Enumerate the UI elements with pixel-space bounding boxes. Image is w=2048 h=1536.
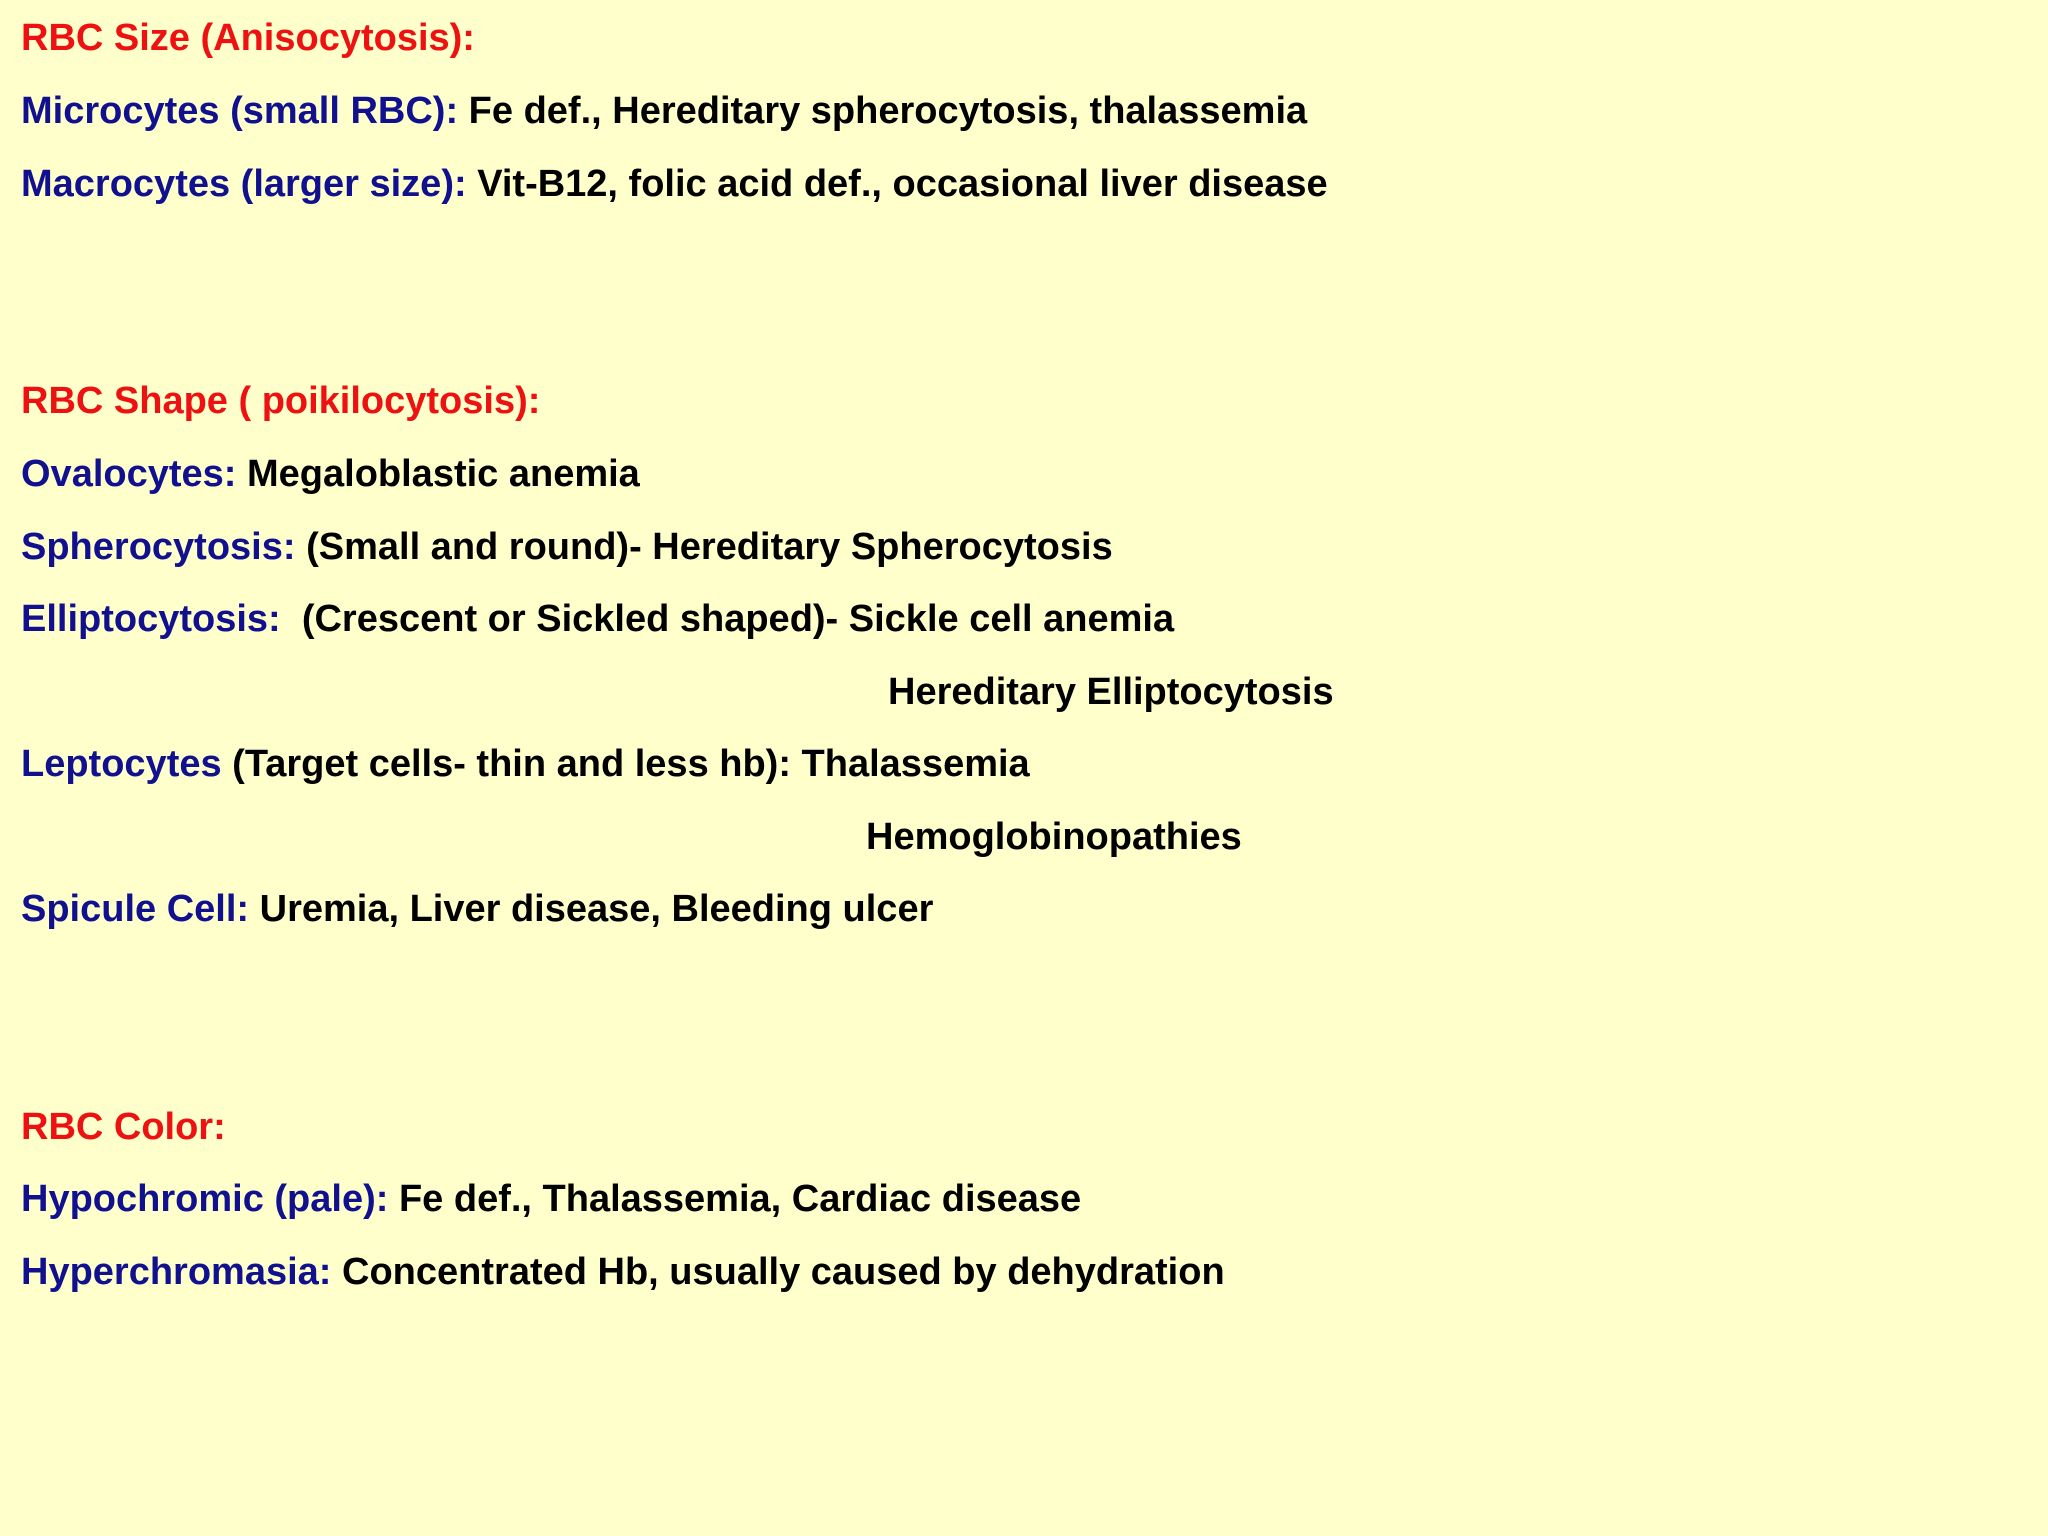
spherocytosis-term: Spherocytosis:	[21, 526, 296, 568]
hyperchromasia-term: Hyperchromasia:	[21, 1251, 332, 1293]
hypochromic-desc: Fe def., Thalassemia, Cardiac disease	[388, 1178, 1082, 1220]
hyperchromasia-entry	[21, 1253, 1225, 1291]
shape-heading: RBC Shape ( poikilocytosis):	[21, 380, 541, 422]
leptocytes-term: Leptocytes	[21, 743, 222, 785]
ovalocytes-term: Ovalocytes:	[21, 453, 237, 495]
microcytes-term: Microcytes (small RBC):	[21, 90, 459, 132]
leptocytes-desc: (Target cells- thin and less hb): Thalassemia	[221, 743, 1030, 785]
leptocytes-continuation: Hemoglobinopathies	[866, 816, 1242, 858]
macrocytes-term: Macrocytes (larger size):	[21, 163, 467, 205]
ovalocytes-entry	[21, 455, 640, 493]
elliptocytosis-desc: (Crescent or Sickled shaped)- Sickle cell anemia	[280, 598, 1175, 640]
ovalocytes-desc: Megaloblastic anemia	[236, 453, 640, 495]
elliptocytosis-continuation: Hereditary Elliptocytosis	[888, 671, 1334, 713]
hypochromic-entry	[21, 1180, 1081, 1218]
elliptocytosis-term: Elliptocytosis:	[21, 598, 281, 640]
microcytes-entry	[21, 92, 1307, 130]
spicule-entry	[21, 890, 933, 928]
spherocytosis-desc: (Small and round)- Hereditary Spherocytosis	[295, 526, 1113, 568]
spicule-term: Spicule Cell:	[21, 888, 250, 930]
macrocytes-desc: Vit-B12, folic acid def., occasional liver disease	[466, 163, 1328, 205]
color-heading: RBC Color:	[21, 1106, 226, 1148]
microcytes-desc: Fe def., Hereditary spherocytosis, thalassemia	[458, 90, 1308, 132]
spherocytosis-entry	[21, 528, 1113, 566]
leptocytes-entry	[21, 745, 1030, 783]
size-heading: RBC Size (Anisocytosis):	[21, 17, 475, 59]
spicule-desc: Uremia, Liver disease, Bleeding ulcer	[249, 888, 934, 930]
hypochromic-term: Hypochromic (pale):	[21, 1178, 389, 1220]
macrocytes-entry	[21, 165, 1328, 203]
elliptocytosis-entry	[21, 600, 1174, 638]
hyperchromasia-desc: Concentrated Hb, usually caused by dehydration	[331, 1251, 1225, 1293]
